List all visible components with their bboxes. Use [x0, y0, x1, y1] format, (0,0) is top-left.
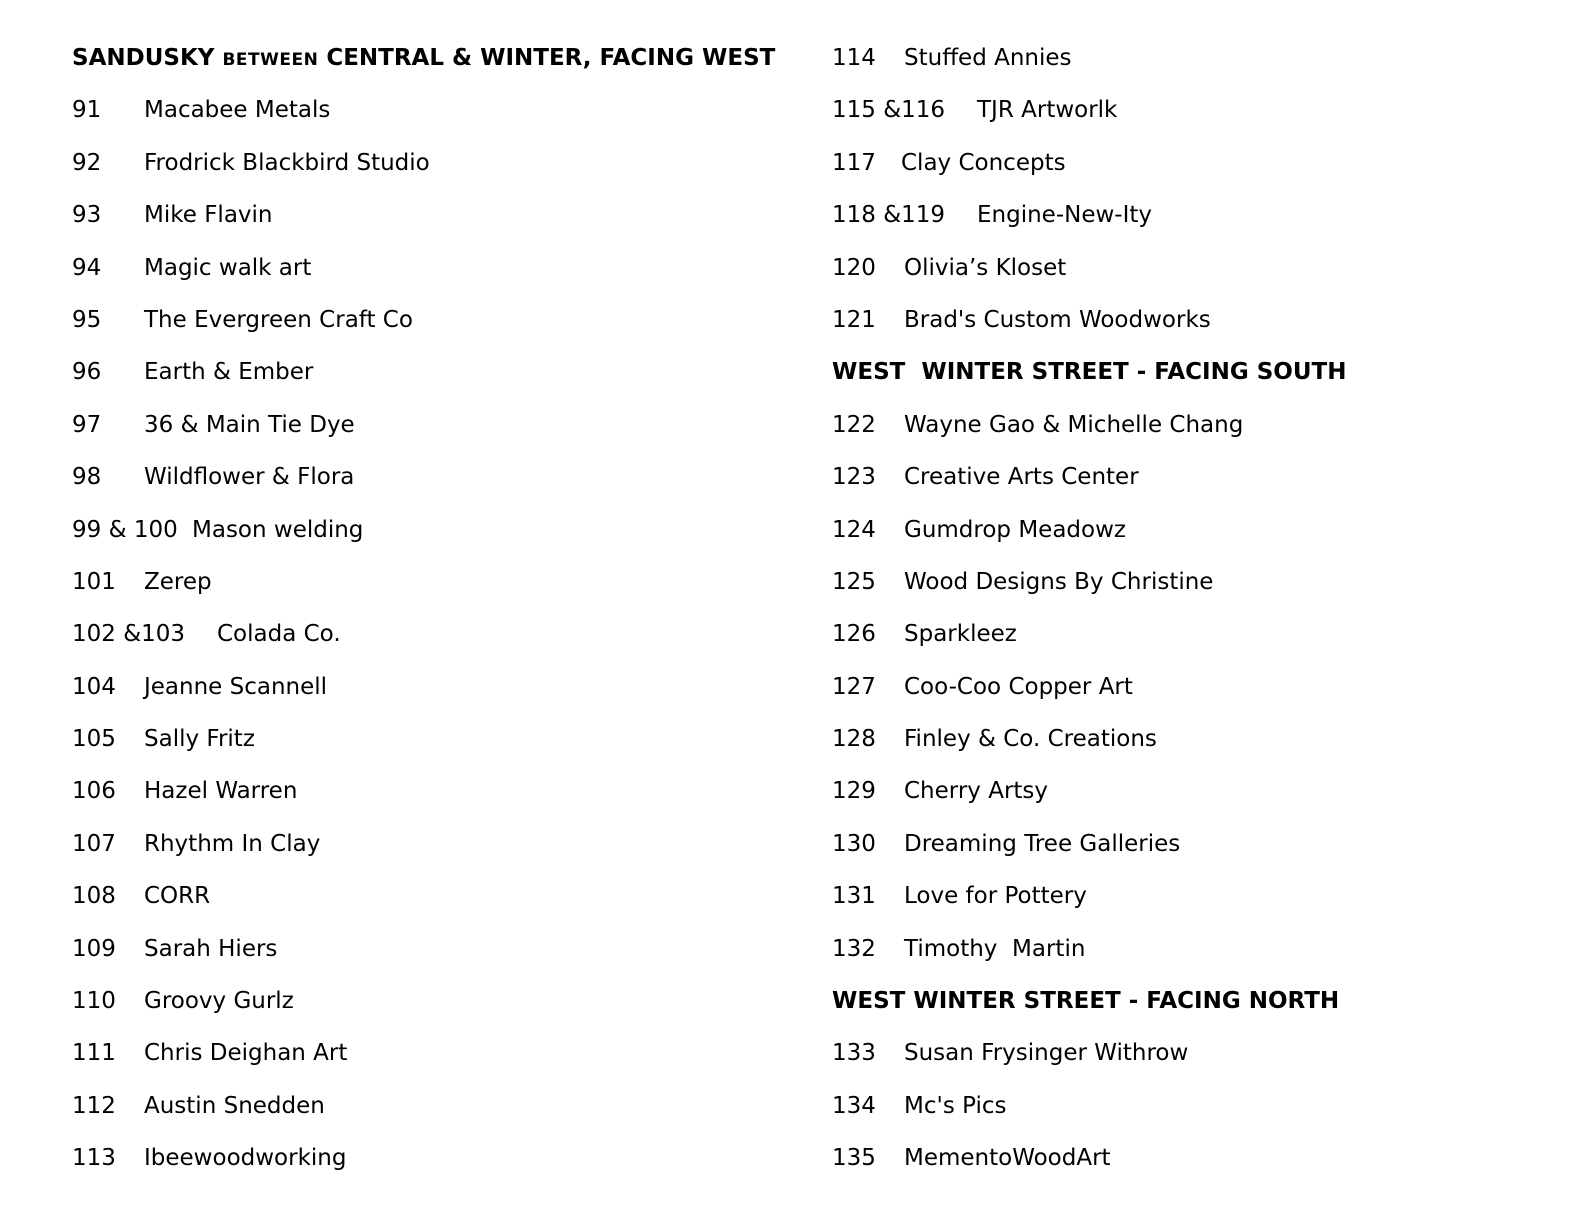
vendor-name: Groovy Gurlz [144, 988, 294, 1015]
booth-number: 102 &103 [72, 621, 186, 648]
booth-row [72, 456, 802, 508]
booth-row [72, 980, 802, 1032]
booth-row [72, 142, 802, 194]
booth-number: 135 [832, 1145, 876, 1172]
booth-row [72, 351, 802, 403]
vendor-name: Chris Deighan Art [144, 1040, 348, 1067]
vendor-name: Mason welding [192, 516, 364, 543]
booth-row [832, 404, 1532, 456]
booth-number: 110 [72, 988, 116, 1015]
vendor-name: The Evergreen Craft Co [144, 306, 413, 333]
booth-row [832, 194, 1532, 246]
booth-row [832, 561, 1532, 613]
vendor-name: Sarah Hiers [144, 935, 278, 962]
booth-row [72, 247, 802, 299]
booth-row [832, 37, 1532, 89]
heading-text: CENTRAL & WINTER, FACING WEST [318, 45, 776, 71]
right-column [832, 37, 1532, 1190]
booth-number: 94 [72, 254, 102, 281]
vendor-name: Stuffed Annies [904, 45, 1072, 71]
vendor-name: Susan Frysinger Withrow [904, 1040, 1189, 1067]
booth-number: 104 [72, 673, 116, 700]
booth-number: 95 [72, 306, 102, 333]
vendor-name: 36 & Main Tie Dye [144, 411, 355, 438]
booth-number: 113 [72, 1145, 116, 1172]
heading-text-smallcaps: BETWEEN [222, 50, 319, 70]
booth-number: 122 [832, 411, 876, 438]
vendor-name: Brad's Custom Woodworks [904, 306, 1211, 333]
vendor-name: Mike Flavin [144, 202, 273, 229]
vendor-name: Olivia’s Kloset [904, 254, 1067, 281]
vendor-name: Clay Concepts [901, 149, 1066, 176]
booth-number: 107 [72, 830, 116, 857]
booth-number: 133 [832, 1040, 876, 1067]
vendor-name: Timothy Martin [904, 935, 1086, 962]
booth-number: 129 [832, 778, 876, 805]
vendor-name: Hazel Warren [144, 778, 298, 805]
booth-row [832, 928, 1532, 980]
booth-row [832, 89, 1532, 141]
booth-row [72, 823, 802, 875]
booth-number: 132 [832, 935, 876, 962]
booth-number: 128 [832, 726, 876, 753]
booth-number: 118 &119 [832, 202, 946, 229]
booth-number: 105 [72, 726, 116, 753]
vendor-name: Magic walk art [144, 254, 312, 281]
vendor-name: Zerep [144, 568, 212, 595]
vendor-name: Creative Arts Center [904, 464, 1139, 491]
booth-number: 117 [832, 149, 876, 176]
booth-row [832, 509, 1532, 561]
vendor-name: Sally Fritz [144, 726, 255, 753]
vendor-name: Wood Designs By Christine [904, 568, 1214, 595]
booth-row [832, 1085, 1532, 1137]
booth-number: 112 [72, 1092, 116, 1119]
booth-number: 106 [72, 778, 116, 805]
heading-text: SANDUSKY [72, 45, 223, 71]
booth-row [832, 456, 1532, 508]
booth-number: 131 [832, 883, 876, 910]
booth-row [72, 928, 802, 980]
booth-row [72, 613, 802, 665]
booth-row [72, 875, 802, 927]
booth-row [832, 875, 1532, 927]
booth-number: 111 [72, 1040, 116, 1067]
vendor-name: Gumdrop Meadowz [904, 516, 1126, 543]
booth-number: 123 [832, 464, 876, 491]
booth-number: 127 [832, 673, 876, 700]
booth-row [832, 666, 1532, 718]
vendor-name: Sparkleez [904, 621, 1017, 648]
vendor-name: TJR Artworlk [977, 97, 1118, 124]
booth-number: 120 [832, 254, 876, 281]
booth-row [72, 770, 802, 822]
booth-number: 134 [832, 1092, 876, 1119]
vendor-name: Ibeewoodworking [144, 1145, 347, 1172]
booth-number: 121 [832, 306, 876, 333]
booth-row [832, 299, 1532, 351]
booth-number: 91 [72, 97, 102, 124]
booth-number: 109 [72, 935, 116, 962]
vendor-name: Austin Snedden [144, 1092, 325, 1119]
vendor-name: Coo-Coo Copper Art [904, 673, 1133, 700]
booth-number: 114 [832, 45, 876, 71]
booth-row [72, 299, 802, 351]
booth-row [832, 770, 1532, 822]
vendor-name: Cherry Artsy [904, 778, 1049, 805]
left-column [72, 37, 802, 1190]
booth-number: 98 [72, 464, 102, 491]
vendor-name: Colada Co. [217, 621, 341, 648]
booth-row [832, 613, 1532, 665]
section-heading-sandusky [72, 37, 802, 89]
vendor-name: Earth & Ember [144, 359, 314, 386]
vendor-name: Engine-New-Ity [977, 202, 1153, 229]
booth-row [72, 194, 802, 246]
booth-row [72, 666, 802, 718]
booth-number: 130 [832, 830, 876, 857]
booth-number: 126 [832, 621, 876, 648]
booth-row [832, 1032, 1532, 1084]
booth-number: 99 & 100 [72, 516, 178, 543]
booth-row [72, 718, 802, 770]
vendor-name: MementoWoodArt [904, 1145, 1111, 1172]
booth-number: 97 [72, 411, 102, 438]
vendor-name: Finley & Co. Creations [904, 726, 1157, 753]
booth-number: 96 [72, 359, 102, 386]
vendor-name: CORR [144, 883, 211, 910]
vendor-name: Dreaming Tree Galleries [904, 830, 1181, 857]
vendor-name: Jeanne Scannell [144, 673, 328, 700]
booth-row [72, 89, 802, 141]
booth-row [832, 718, 1532, 770]
booth-number: 108 [72, 883, 116, 910]
vendor-name: Wildflower & Flora [144, 464, 355, 491]
section-heading-facing-south: WEST WINTER STREET - FACING SOUTH [832, 359, 1347, 386]
vendor-name: Macabee Metals [144, 97, 331, 124]
booth-row [72, 404, 802, 456]
booth-row [832, 247, 1532, 299]
booth-row [72, 1137, 802, 1189]
booth-row [72, 509, 802, 561]
vendor-name: Wayne Gao & Michelle Chang [904, 411, 1244, 438]
vendor-name: Mc's Pics [904, 1092, 1007, 1119]
vendor-name: Love for Pottery [904, 883, 1087, 910]
booth-row [72, 1085, 802, 1137]
booth-number: 115 &116 [832, 97, 946, 124]
booth-row [832, 142, 1532, 194]
section-heading-facing-north: WEST WINTER STREET - FACING NORTH [832, 988, 1340, 1015]
booth-row [72, 561, 802, 613]
vendor-name: Rhythm In Clay [144, 830, 321, 857]
booth-row [832, 1137, 1532, 1189]
booth-row [72, 1032, 802, 1084]
booth-number: 124 [832, 516, 876, 543]
booth-row [832, 823, 1532, 875]
booth-number: 92 [72, 149, 102, 176]
booth-number: 93 [72, 202, 102, 229]
booth-number: 125 [832, 568, 876, 595]
booth-number: 101 [72, 568, 116, 595]
vendor-name: Frodrick Blackbird Studio [144, 149, 430, 176]
